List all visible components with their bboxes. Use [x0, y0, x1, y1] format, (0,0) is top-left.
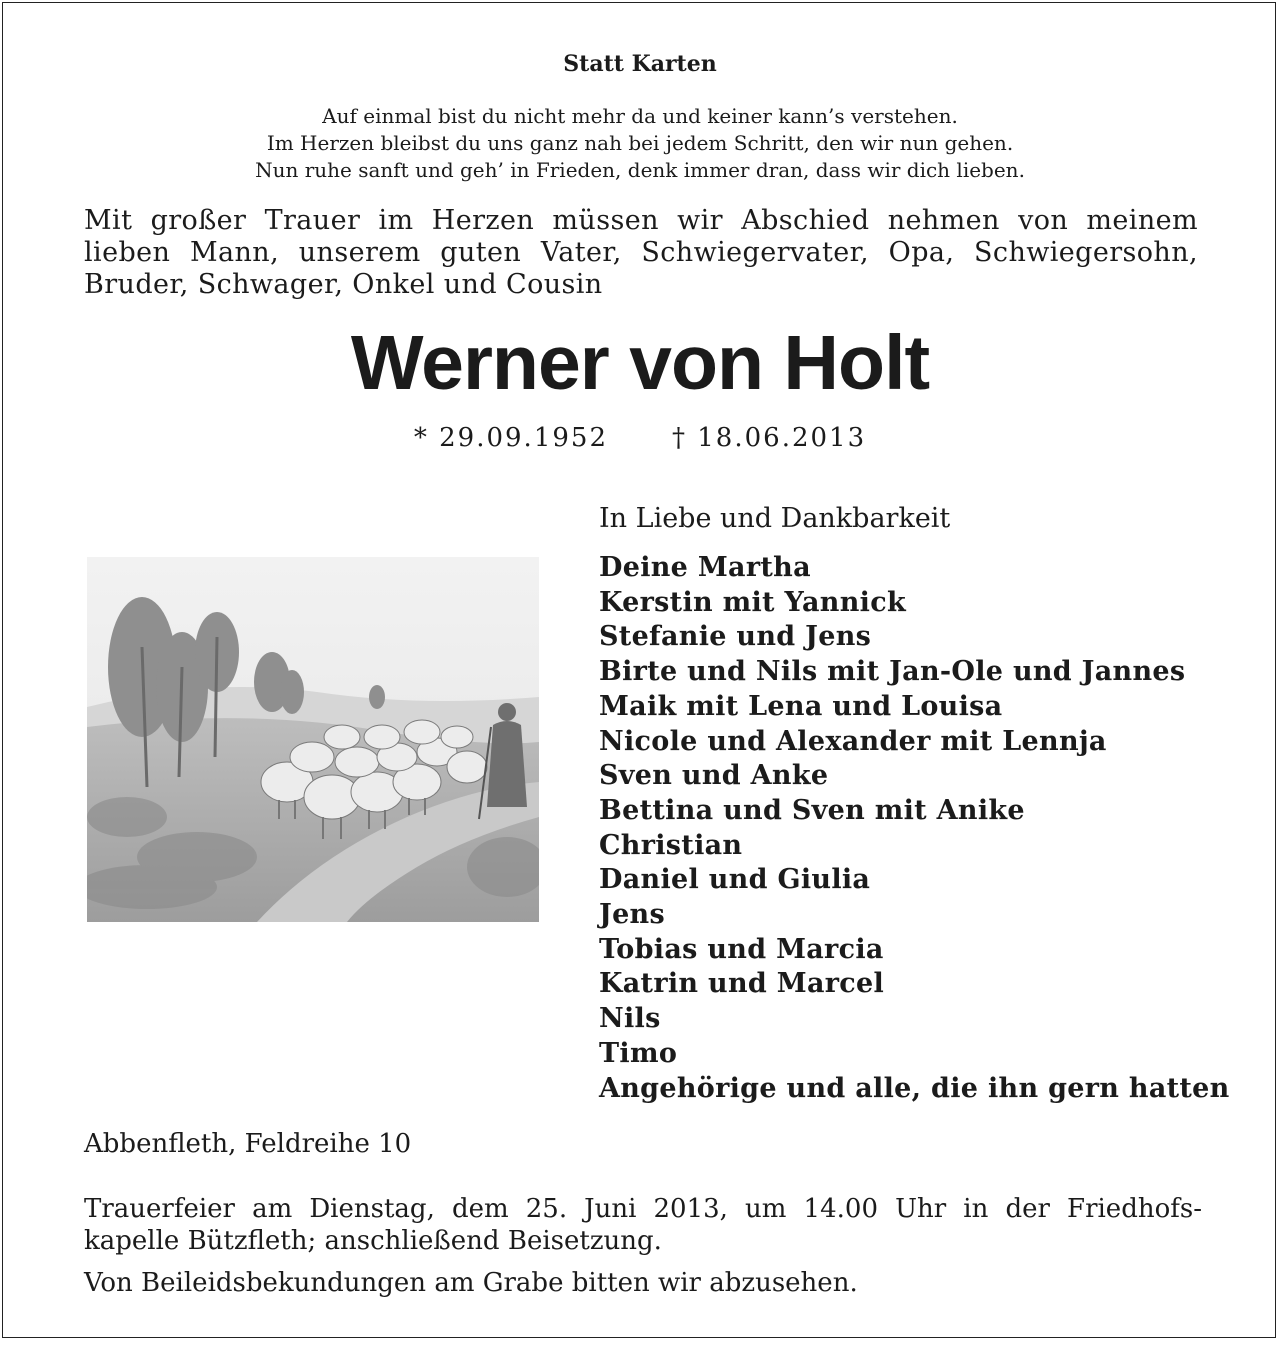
list-item: Kerstin mit Yannick [599, 586, 906, 618]
thanks-line: In Liebe und Dankbarkeit [599, 503, 951, 534]
deceased-name: Werner von Holt [350, 320, 930, 406]
list-item: Christian [599, 829, 743, 861]
list-item: Katrin und Marcel [599, 968, 885, 1000]
list-item: Timo [599, 1037, 678, 1069]
list-item: Daniel und Giulia [599, 864, 871, 896]
poem [3, 103, 1277, 184]
ceremony-info [84, 1193, 1202, 1257]
poem-line: Im Herzen bleibst du uns ganz nah bei jedem Schritt, den wir nun gehen. [266, 131, 1014, 155]
obituary-notice [2, 2, 1276, 1338]
list-item: Nils [599, 1003, 661, 1035]
condolence-note: Von Beileidsbekundungen am Grabe bitten wir abzusehen. [84, 1268, 858, 1298]
life-dates [3, 423, 1277, 453]
intro-line: Bruder, Schwager, Onkel und Cousin [84, 269, 603, 300]
death-date: † 18.06.2013 [672, 423, 867, 453]
address: Abbenfleth, Feldreihe 10 [84, 1129, 412, 1159]
birth-date: * 29.09.1952 [413, 423, 608, 453]
notice-header: Statt Karten [563, 51, 717, 77]
list-item: Deine Martha [599, 552, 811, 583]
ceremony-line: Trauerfeier am Dienstag, dem 25. Juni 2013, um 14.00 Uhr in der Friedhofs- [84, 1194, 1202, 1224]
list-item: Angehörige und alle, die ihn gern hatten [599, 1072, 1230, 1104]
list-item: Sven und Anke [599, 760, 829, 792]
poem-line: Auf einmal bist du nicht mehr da und keiner kann’s verstehen. [322, 104, 958, 128]
poem-line: Nun ruhe sanft und geh’ in Frieden, denk immer dran, dass wir dich lieben. [255, 158, 1025, 182]
family-list [599, 551, 1230, 1106]
list-item: Bettina und Sven mit Anike [599, 794, 1025, 826]
shepherd-sheep-photo [87, 557, 539, 922]
ceremony-line: kapelle Bützfleth; anschließend Beisetzung. [84, 1226, 662, 1256]
list-item: Jens [599, 899, 665, 931]
list-item: Birte und Nils mit Jan-Ole und Jannes [599, 656, 1186, 688]
list-item: Maik mit Lena und Louisa [599, 690, 1003, 722]
list-item: Tobias und Marcia [599, 933, 884, 965]
intro-line: Mit großer Trauer im Herzen müssen wir Abschied nehmen von meinem [84, 205, 1198, 236]
intro-text [84, 205, 1198, 301]
list-item: Stefanie und Jens [599, 621, 872, 653]
list-item: Nicole und Alexander mit Lennja [599, 725, 1107, 757]
intro-line: lieben Mann, unserem guten Vater, Schwiegervater, Opa, Schwiegersohn, [84, 237, 1198, 268]
